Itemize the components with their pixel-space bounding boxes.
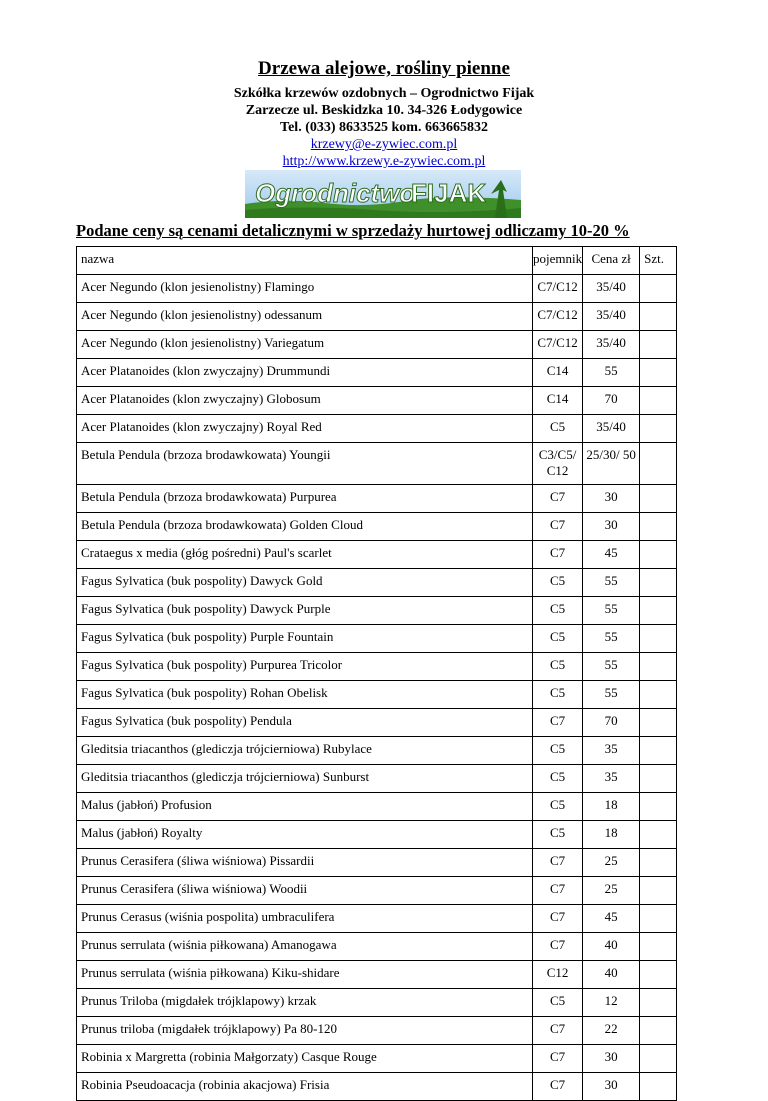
container-size: C7: [533, 933, 583, 961]
table-row: [77, 681, 677, 709]
table-row: [77, 1017, 677, 1045]
price: 55: [583, 359, 640, 387]
container-size: C7: [533, 485, 583, 513]
plant-name: Prunus triloba (migdałek trójklapowy) Pa 80-120: [77, 1017, 533, 1045]
header-qty: Szt.: [640, 247, 677, 275]
quantity-cell[interactable]: [640, 569, 677, 597]
quantity-cell[interactable]: [640, 961, 677, 989]
plant-name: Fagus Sylvatica (buk pospolity) Dawyck Purple: [77, 597, 533, 625]
container-size: C14: [533, 387, 583, 415]
quantity-cell[interactable]: [640, 765, 677, 793]
price: 35/40: [583, 415, 640, 443]
container-size: C12: [533, 961, 583, 989]
logo-text-main: Ogrodnictwo: [255, 178, 416, 208]
quantity-cell[interactable]: [640, 849, 677, 877]
table-row: [77, 989, 677, 1017]
price: 70: [583, 709, 640, 737]
quantity-cell[interactable]: [640, 443, 677, 485]
price: 22: [583, 1017, 640, 1045]
price: 45: [583, 541, 640, 569]
container-size: C7/C12: [533, 303, 583, 331]
table-row: [77, 961, 677, 989]
quantity-cell[interactable]: [640, 905, 677, 933]
table-row: [77, 485, 677, 513]
price: 25: [583, 849, 640, 877]
plant-name: Prunus serrulata (wiśnia piłkowana) Amanogawa: [77, 933, 533, 961]
plant-name: Prunus serrulata (wiśnia piłkowana) Kiku-shidare: [77, 961, 533, 989]
container-size: C5: [533, 737, 583, 765]
price: 40: [583, 933, 640, 961]
plant-name: Robinia x Margretta (robinia Małgorzaty) Casque Rouge: [77, 1045, 533, 1073]
plant-name: Acer Negundo (klon jesienolistny) Variegatum: [77, 331, 533, 359]
table-row: [77, 359, 677, 387]
quantity-cell[interactable]: [640, 359, 677, 387]
document-header: [0, 58, 768, 170]
table-header-row: [77, 247, 677, 275]
company-address: Zarzecze ul. Beskidzka 10. 34-326 Łodygowice: [245, 103, 523, 118]
price: 55: [583, 681, 640, 709]
quantity-cell[interactable]: [640, 933, 677, 961]
quantity-cell[interactable]: [640, 989, 677, 1017]
table-row: [77, 541, 677, 569]
price: 18: [583, 793, 640, 821]
container-size: C7/C12: [533, 331, 583, 359]
plant-name: Betula Pendula (brzoza brodawkowata) Golden Cloud: [77, 513, 533, 541]
email-link[interactable]: krzewy@e-zywiec.com.pl: [310, 137, 458, 152]
header-container: pojemnik: [533, 247, 583, 275]
container-size: C7: [533, 1073, 583, 1101]
table-row: [77, 569, 677, 597]
plant-name: Gleditsia triacanthos (glediczja trójcierniowa) Rubylace: [77, 737, 533, 765]
container-size: C5: [533, 793, 583, 821]
quantity-cell[interactable]: [640, 1073, 677, 1101]
quantity-cell[interactable]: [640, 597, 677, 625]
price: 55: [583, 597, 640, 625]
container-size: C5: [533, 821, 583, 849]
table-row: [77, 443, 677, 485]
table-row: [77, 597, 677, 625]
price-note: Podane ceny są cenami detalicznymi w sprzedaży hurtowej odliczamy 10-20 %: [76, 221, 630, 240]
price: 30: [583, 1073, 640, 1101]
plant-name: Fagus Sylvatica (buk pospolity) Purple Fountain: [77, 625, 533, 653]
plant-name: Malus (jabłoń) Royalty: [77, 821, 533, 849]
header-price: Cena zł: [583, 247, 640, 275]
container-size: C14: [533, 359, 583, 387]
quantity-cell[interactable]: [640, 653, 677, 681]
table-row: [77, 387, 677, 415]
plant-name: Acer Platanoides (klon zwyczajny) Globosum: [77, 387, 533, 415]
table-row: [77, 849, 677, 877]
table-row: [77, 1073, 677, 1101]
container-size: C5: [533, 625, 583, 653]
quantity-cell[interactable]: [640, 275, 677, 303]
plant-name: Fagus Sylvatica (buk pospolity) Purpurea Tricolor: [77, 653, 533, 681]
quantity-cell[interactable]: [640, 1017, 677, 1045]
quantity-cell[interactable]: [640, 877, 677, 905]
plant-name: Prunus Cerasifera (śliwa wiśniowa) Pissardii: [77, 849, 533, 877]
container-size: C7: [533, 709, 583, 737]
plant-name: Fagus Sylvatica (buk pospolity) Dawyck Gold: [77, 569, 533, 597]
plant-name: Robinia Pseudoacacja (robinia akacjowa) Frisia: [77, 1073, 533, 1101]
table-row: [77, 793, 677, 821]
plant-name: Prunus Cerasifera (śliwa wiśniowa) Woodii: [77, 877, 533, 905]
page-title: Drzewa alejowe, rośliny pienne: [258, 58, 510, 79]
table-row: [77, 737, 677, 765]
container-size: C5: [533, 653, 583, 681]
container-size: C3/C5/ C12: [533, 443, 583, 485]
table-row: [77, 905, 677, 933]
price: 18: [583, 821, 640, 849]
container-size: C5: [533, 765, 583, 793]
company-name: Szkółka krzewów ozdobnych – Ogrodnictwo Fijak: [233, 86, 535, 101]
plant-name: Prunus Cerasus (wiśnia pospolita) umbraculifera: [77, 905, 533, 933]
quantity-cell[interactable]: [640, 387, 677, 415]
price: 30: [583, 485, 640, 513]
company-phone: Tel. (033) 8633525 kom. 663665832: [280, 120, 488, 135]
table-row: [77, 765, 677, 793]
quantity-cell[interactable]: [640, 541, 677, 569]
table-row: [77, 709, 677, 737]
table-row: [77, 625, 677, 653]
container-size: C7: [533, 541, 583, 569]
container-size: C5: [533, 597, 583, 625]
quantity-cell[interactable]: [640, 821, 677, 849]
quantity-cell[interactable]: [640, 793, 677, 821]
table-row: [77, 303, 677, 331]
table-row: [77, 331, 677, 359]
price: 12: [583, 989, 640, 1017]
website-link[interactable]: http://www.krzewy.e-zywiec.com.pl: [282, 154, 486, 169]
table-row: [77, 415, 677, 443]
container-size: C5: [533, 989, 583, 1017]
price: 45: [583, 905, 640, 933]
quantity-cell[interactable]: [640, 303, 677, 331]
header-name: nazwa: [77, 247, 533, 275]
container-size: C7: [533, 513, 583, 541]
plant-name: Crataegus x media (głóg pośredni) Paul's scarlet: [77, 541, 533, 569]
price: 30: [583, 1045, 640, 1073]
price: 35/40: [583, 331, 640, 359]
price: 70: [583, 387, 640, 415]
plant-name: Acer Platanoides (klon zwyczajny) Royal Red: [77, 415, 533, 443]
table-row: [77, 513, 677, 541]
plant-name: Malus (jabłoń) Profusion: [77, 793, 533, 821]
container-size: C7: [533, 1017, 583, 1045]
price-table: [76, 246, 677, 1101]
company-logo: [245, 170, 521, 218]
quantity-cell[interactable]: [640, 331, 677, 359]
container-size: C5: [533, 681, 583, 709]
price: 25: [583, 877, 640, 905]
price: 35: [583, 765, 640, 793]
quantity-cell[interactable]: [640, 625, 677, 653]
plant-name: Acer Negundo (klon jesienolistny) odessanum: [77, 303, 533, 331]
quantity-cell[interactable]: [640, 485, 677, 513]
price: 55: [583, 625, 640, 653]
plant-name: Betula Pendula (brzoza brodawkowata) Youngii: [77, 443, 533, 485]
table-row: [77, 275, 677, 303]
plant-name: Prunus Triloba (migdałek trójklapowy) krzak: [77, 989, 533, 1017]
plant-name: Betula Pendula (brzoza brodawkowata) Purpurea: [77, 485, 533, 513]
quantity-cell[interactable]: [640, 513, 677, 541]
price: 40: [583, 961, 640, 989]
container-size: C5: [533, 415, 583, 443]
price: 35/40: [583, 275, 640, 303]
logo-text-brand: FIJAK: [411, 178, 487, 208]
container-size: C7: [533, 1045, 583, 1073]
price: 55: [583, 569, 640, 597]
plant-name: Acer Platanoides (klon zwyczajny) Drummundi: [77, 359, 533, 387]
container-size: C7: [533, 905, 583, 933]
plant-name: Gleditsia triacanthos (glediczja trójcierniowa) Sunburst: [77, 765, 533, 793]
price: 35: [583, 737, 640, 765]
price: 35/40: [583, 303, 640, 331]
price: 30: [583, 513, 640, 541]
price: 55: [583, 653, 640, 681]
container-size: C7: [533, 877, 583, 905]
plant-name: Fagus Sylvatica (buk pospolity) Rohan Obelisk: [77, 681, 533, 709]
container-size: C7/C12: [533, 275, 583, 303]
table-row: [77, 821, 677, 849]
container-size: C7: [533, 849, 583, 877]
table-row: [77, 1045, 677, 1073]
price: 25/30/ 50: [583, 443, 640, 485]
table-row: [77, 877, 677, 905]
table-row: [77, 653, 677, 681]
quantity-cell[interactable]: [640, 1045, 677, 1073]
quantity-cell[interactable]: [640, 681, 677, 709]
table-row: [77, 933, 677, 961]
plant-name: Acer Negundo (klon jesienolistny) Flamingo: [77, 275, 533, 303]
plant-name: Fagus Sylvatica (buk pospolity) Pendula: [77, 709, 533, 737]
quantity-cell[interactable]: [640, 737, 677, 765]
quantity-cell[interactable]: [640, 709, 677, 737]
container-size: C5: [533, 569, 583, 597]
quantity-cell[interactable]: [640, 415, 677, 443]
